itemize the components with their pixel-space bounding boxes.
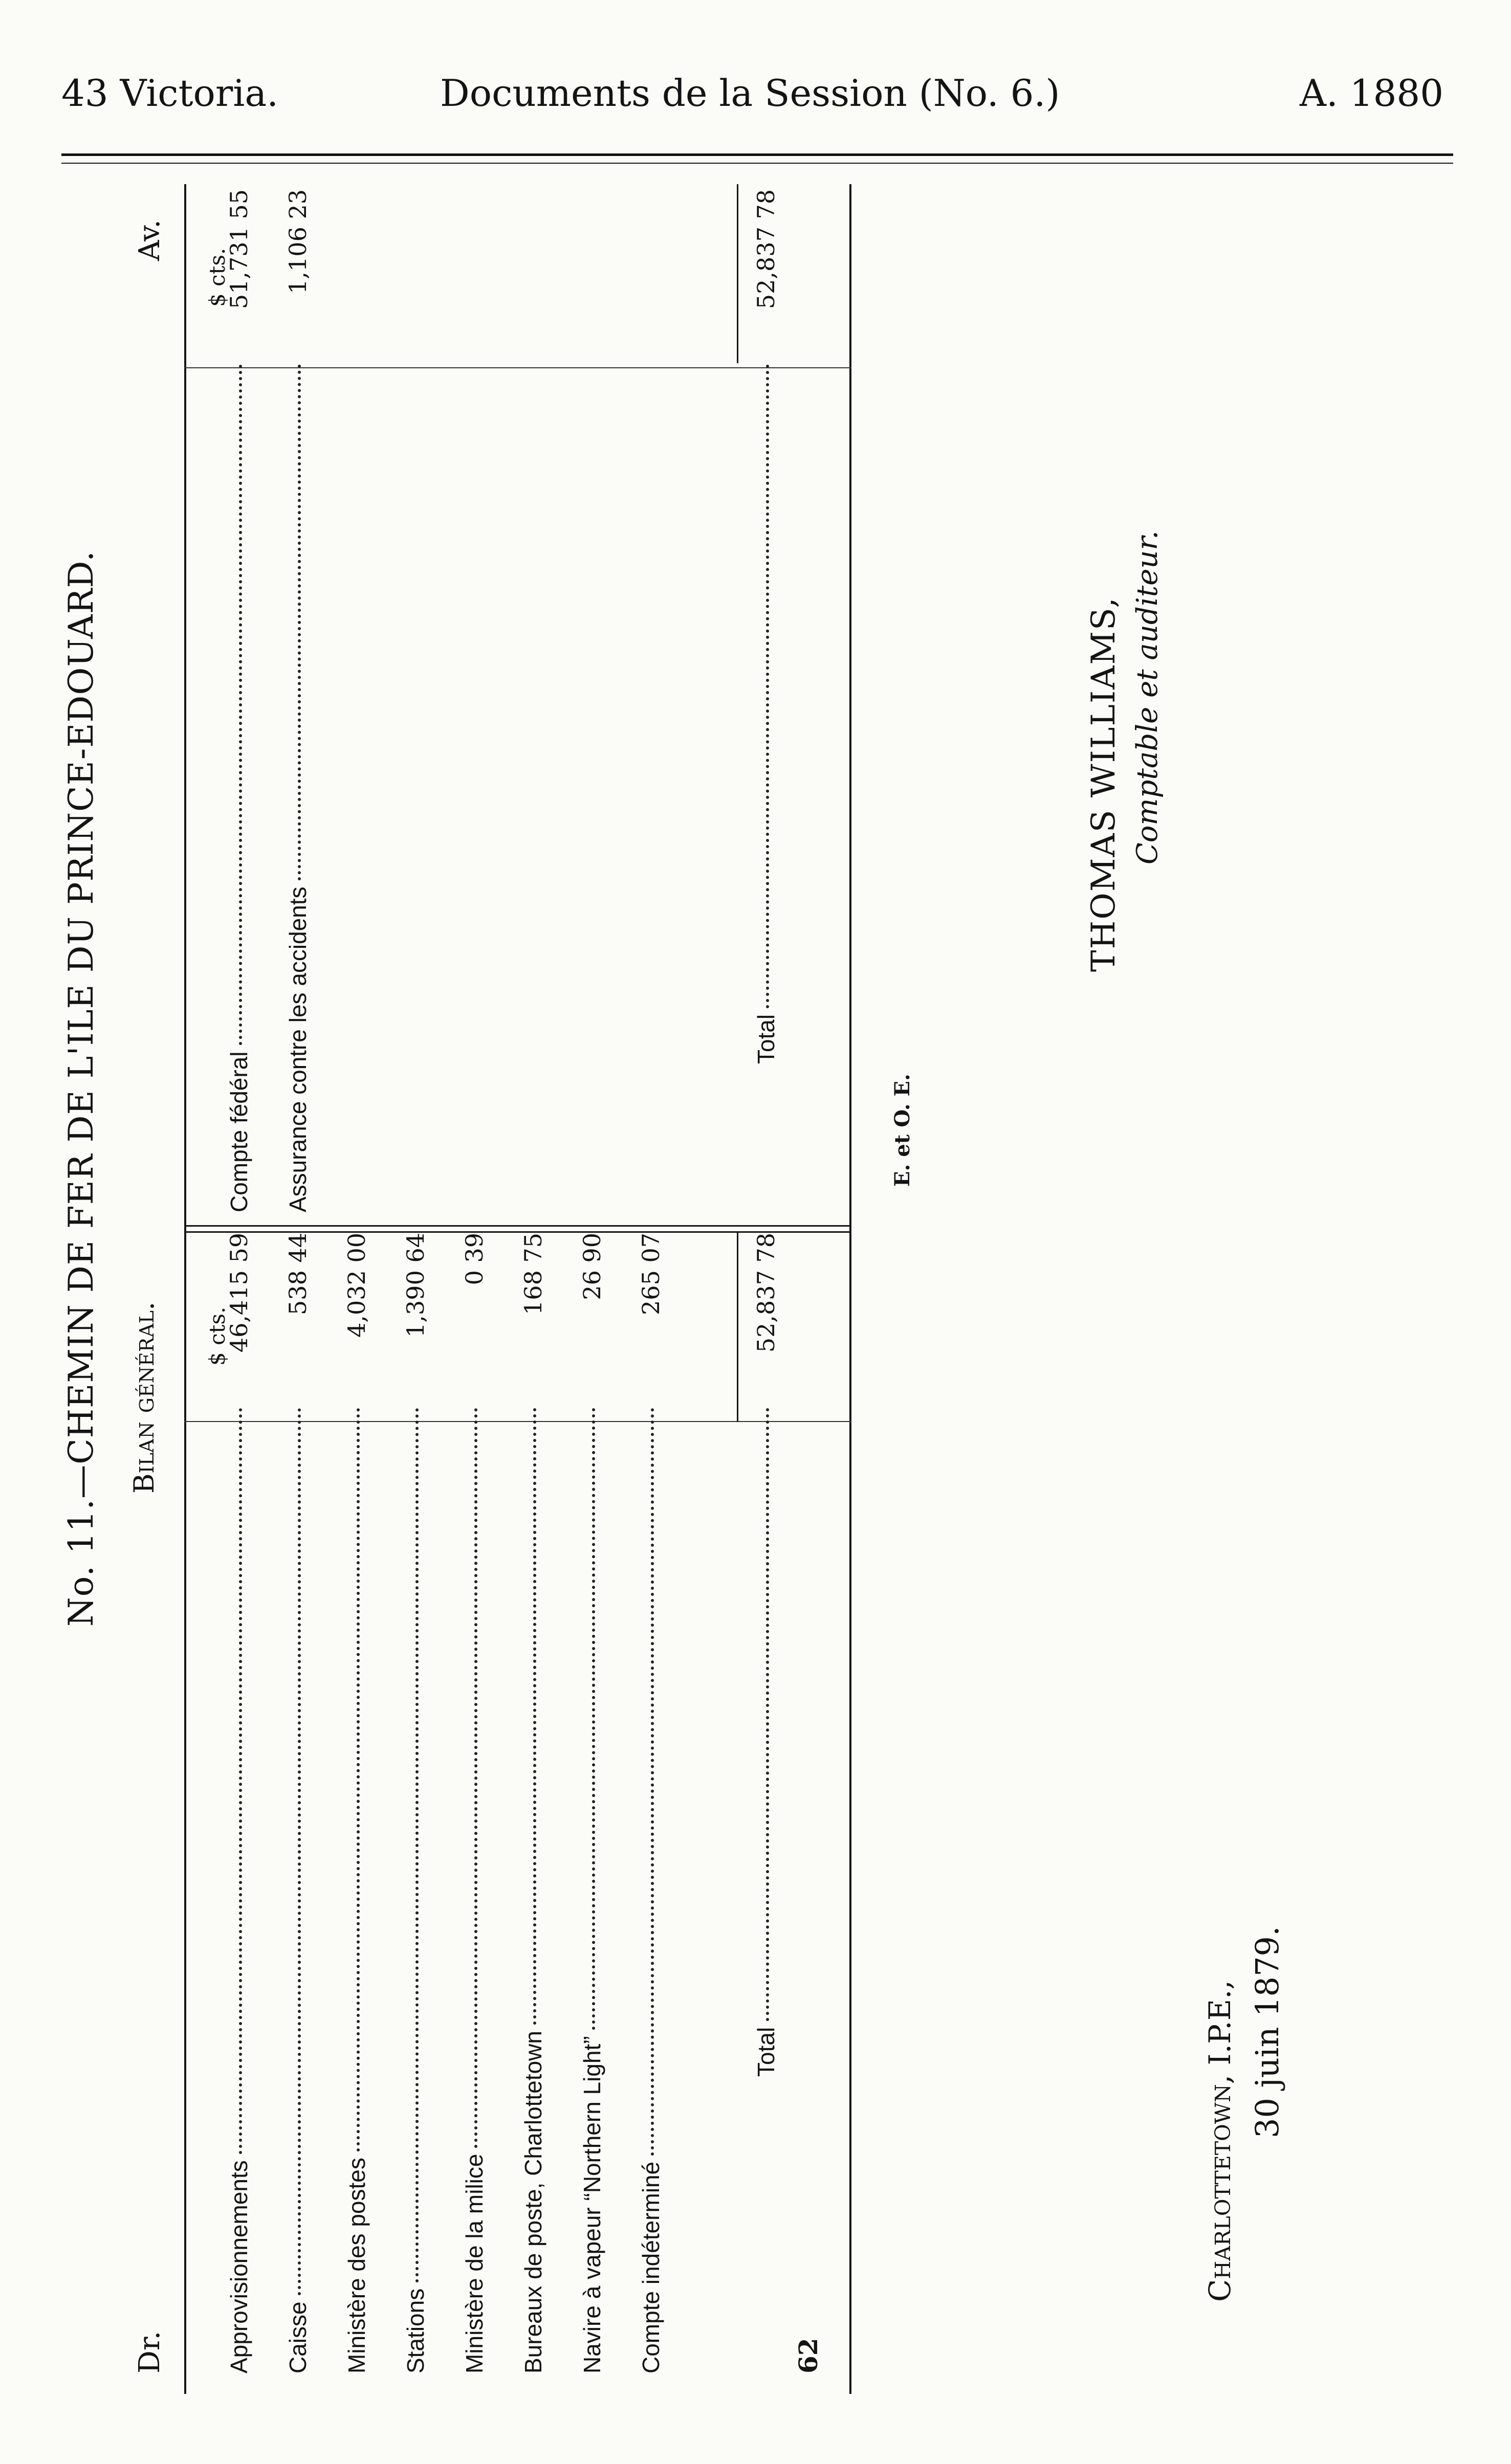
debit-heading: Dr. bbox=[133, 2330, 166, 2373]
session-year: 43 Victoria. bbox=[61, 72, 279, 115]
debit-total-row bbox=[752, 1233, 798, 2077]
row-label: Ministère des postes bbox=[343, 2158, 370, 2373]
debit-row bbox=[461, 1233, 507, 2373]
credit-heading: Av. bbox=[133, 219, 166, 261]
debit-sum-rule bbox=[737, 1233, 738, 1422]
credit-currency-header: $ cts. bbox=[205, 248, 230, 307]
year: A. 1880 bbox=[1300, 72, 1444, 115]
row-label: Compte fédéral bbox=[226, 1051, 252, 1212]
center-divider-inner bbox=[184, 1225, 851, 1227]
row-label: Navire à vapeur “Northern Light” bbox=[579, 2036, 605, 2373]
row-label: Stations bbox=[402, 2288, 429, 2373]
balance-sheet bbox=[61, 184, 1443, 2394]
debit-row bbox=[402, 1233, 448, 2373]
total-label: Total bbox=[753, 2027, 779, 2077]
row-label: Assurance contre les accidents bbox=[284, 886, 311, 1212]
row-label: Ministère de la milice bbox=[461, 2154, 488, 2373]
page-number: 62 bbox=[793, 2338, 823, 2373]
date: 30 juin 1879. bbox=[1249, 1926, 1286, 2138]
row-amount: 46,415 59 bbox=[225, 1233, 253, 1353]
row-amount: 538 44 bbox=[284, 1233, 312, 1315]
signatory-name: THOMAS WILLIAMS, bbox=[1085, 596, 1123, 972]
page-title: No. 11.—CHEMIN DE FER DE L'ILE DU PRINCE-EDOUARD. bbox=[61, 550, 101, 1627]
row-label: Caisse bbox=[284, 2301, 311, 2373]
document-series: Documents de la Session (No. 6.) bbox=[440, 72, 1060, 115]
row-amount: 168 75 bbox=[519, 1233, 547, 1315]
row-amount: 26 90 bbox=[578, 1233, 606, 1300]
credit-total: 52,837 78 bbox=[752, 189, 780, 309]
header-rule-thin bbox=[61, 163, 1453, 164]
row-label: Bureaux de poste, Charlottetown bbox=[520, 2031, 546, 2373]
debit-row bbox=[343, 1233, 389, 2373]
credit-total-row bbox=[752, 189, 798, 1064]
header-rule-thick bbox=[61, 153, 1453, 156]
debit-row bbox=[225, 1233, 271, 2373]
credit-row bbox=[284, 189, 330, 1212]
row-amount: 1,106 23 bbox=[284, 189, 312, 294]
debit-row bbox=[284, 1233, 330, 2373]
row-amount: 51,731 55 bbox=[225, 189, 253, 309]
credit-sum-rule bbox=[737, 184, 738, 363]
place: Charlottetown, I.P.E., bbox=[1202, 1980, 1237, 2302]
debit-total: 52,837 78 bbox=[752, 1233, 780, 1353]
errors-omissions-note: E. et O. E. bbox=[890, 1074, 914, 1187]
row-amount: 265 07 bbox=[637, 1233, 665, 1315]
debit-currency-header: $ cts. bbox=[205, 1306, 230, 1366]
row-amount: 0 39 bbox=[461, 1233, 488, 1285]
debit-row bbox=[519, 1233, 565, 2373]
signatory-title: Comptable et auditeur. bbox=[1131, 530, 1164, 864]
debit-row bbox=[637, 1233, 683, 2373]
row-label: Compte indéterminé bbox=[638, 2161, 664, 2373]
row-amount: 1,390 64 bbox=[402, 1233, 429, 1338]
table-bottom-rule bbox=[849, 184, 851, 2394]
page-subtitle: Bilan général. bbox=[128, 1301, 160, 1494]
page-header bbox=[0, 72, 1511, 128]
row-label: Approvisionnements bbox=[226, 2160, 252, 2373]
credit-row bbox=[225, 189, 271, 1212]
debit-row bbox=[578, 1233, 624, 2373]
total-label: Total bbox=[753, 1014, 779, 1064]
table-top-rule bbox=[184, 184, 186, 2394]
row-amount: 4,032 00 bbox=[343, 1233, 370, 1338]
